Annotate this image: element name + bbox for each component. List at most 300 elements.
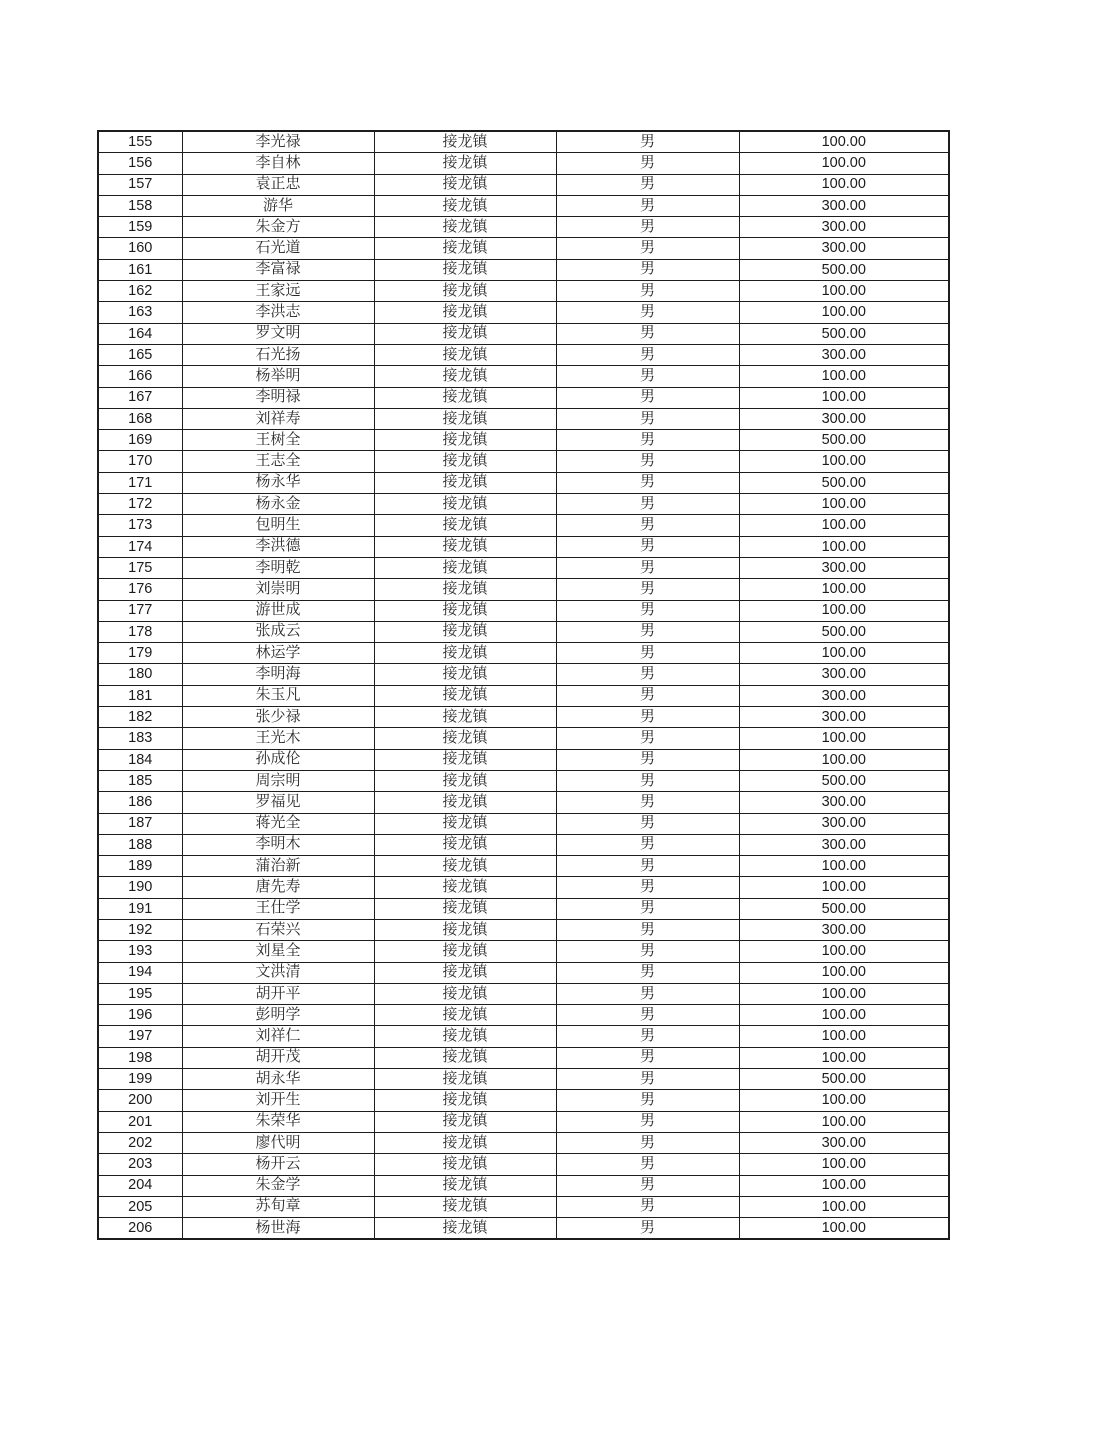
cell-amount: 100.00 bbox=[739, 1175, 949, 1196]
table-row bbox=[98, 1196, 949, 1217]
cell-no: 194 bbox=[98, 962, 182, 983]
cell-no: 179 bbox=[98, 643, 182, 664]
cell-name: 朱荣华 bbox=[182, 1111, 374, 1132]
cell-amount: 100.00 bbox=[739, 983, 949, 1004]
cell-town: 接龙镇 bbox=[374, 728, 556, 749]
cell-town: 接龙镇 bbox=[374, 749, 556, 770]
table-row bbox=[98, 664, 949, 685]
cell-town: 接龙镇 bbox=[374, 1005, 556, 1026]
table-row bbox=[98, 366, 949, 387]
table-row bbox=[98, 217, 949, 238]
cell-no: 201 bbox=[98, 1111, 182, 1132]
table-row bbox=[98, 643, 949, 664]
cell-gender: 男 bbox=[556, 643, 739, 664]
cell-town: 接龙镇 bbox=[374, 919, 556, 940]
cell-amount: 500.00 bbox=[739, 430, 949, 451]
cell-gender: 男 bbox=[556, 1111, 739, 1132]
table-row bbox=[98, 515, 949, 536]
cell-name: 文洪清 bbox=[182, 962, 374, 983]
cell-amount: 100.00 bbox=[739, 600, 949, 621]
cell-no: 164 bbox=[98, 323, 182, 344]
cell-no: 184 bbox=[98, 749, 182, 770]
cell-no: 187 bbox=[98, 813, 182, 834]
cell-no: 157 bbox=[98, 174, 182, 195]
cell-town: 接龙镇 bbox=[374, 366, 556, 387]
table-row bbox=[98, 408, 949, 429]
cell-amount: 500.00 bbox=[739, 898, 949, 919]
cell-gender: 男 bbox=[556, 1175, 739, 1196]
cell-town: 接龙镇 bbox=[374, 557, 556, 578]
cell-name: 游华 bbox=[182, 195, 374, 216]
cell-town: 接龙镇 bbox=[374, 792, 556, 813]
table-row bbox=[98, 1132, 949, 1153]
table-row bbox=[98, 195, 949, 216]
table-body bbox=[98, 131, 949, 1239]
cell-gender: 男 bbox=[556, 792, 739, 813]
cell-gender: 男 bbox=[556, 600, 739, 621]
cell-amount: 100.00 bbox=[739, 877, 949, 898]
cell-town: 接龙镇 bbox=[374, 430, 556, 451]
cell-gender: 男 bbox=[556, 1005, 739, 1026]
cell-name: 彭明学 bbox=[182, 1005, 374, 1026]
cell-gender: 男 bbox=[556, 323, 739, 344]
cell-amount: 100.00 bbox=[739, 1218, 949, 1240]
cell-amount: 100.00 bbox=[739, 728, 949, 749]
table-row bbox=[98, 877, 949, 898]
table-row bbox=[98, 941, 949, 962]
cell-name: 李明禄 bbox=[182, 387, 374, 408]
cell-gender: 男 bbox=[556, 1132, 739, 1153]
cell-town: 接龙镇 bbox=[374, 643, 556, 664]
table-row bbox=[98, 834, 949, 855]
cell-town: 接龙镇 bbox=[374, 174, 556, 195]
cell-gender: 男 bbox=[556, 856, 739, 877]
cell-gender: 男 bbox=[556, 217, 739, 238]
cell-name: 石光道 bbox=[182, 238, 374, 259]
table-row bbox=[98, 1175, 949, 1196]
cell-amount: 300.00 bbox=[739, 344, 949, 365]
cell-gender: 男 bbox=[556, 749, 739, 770]
table-row bbox=[98, 153, 949, 174]
cell-amount: 100.00 bbox=[739, 856, 949, 877]
cell-amount: 100.00 bbox=[739, 536, 949, 557]
cell-town: 接龙镇 bbox=[374, 1196, 556, 1217]
cell-amount: 100.00 bbox=[739, 281, 949, 302]
cell-gender: 男 bbox=[556, 728, 739, 749]
table-row bbox=[98, 302, 949, 323]
cell-amount: 100.00 bbox=[739, 153, 949, 174]
cell-gender: 男 bbox=[556, 919, 739, 940]
cell-amount: 100.00 bbox=[739, 1154, 949, 1175]
cell-town: 接龙镇 bbox=[374, 856, 556, 877]
cell-gender: 男 bbox=[556, 451, 739, 472]
cell-town: 接龙镇 bbox=[374, 1111, 556, 1132]
table-row bbox=[98, 387, 949, 408]
cell-no: 182 bbox=[98, 707, 182, 728]
cell-town: 接龙镇 bbox=[374, 600, 556, 621]
cell-name: 石光扬 bbox=[182, 344, 374, 365]
cell-gender: 男 bbox=[556, 621, 739, 642]
table-row bbox=[98, 983, 949, 1004]
cell-gender: 男 bbox=[556, 195, 739, 216]
cell-no: 162 bbox=[98, 281, 182, 302]
cell-no: 174 bbox=[98, 536, 182, 557]
table-row bbox=[98, 898, 949, 919]
cell-name: 王志全 bbox=[182, 451, 374, 472]
table-row bbox=[98, 579, 949, 600]
table-row bbox=[98, 685, 949, 706]
cell-gender: 男 bbox=[556, 344, 739, 365]
cell-town: 接龙镇 bbox=[374, 834, 556, 855]
cell-town: 接龙镇 bbox=[374, 1175, 556, 1196]
cell-town: 接龙镇 bbox=[374, 281, 556, 302]
cell-town: 接龙镇 bbox=[374, 1218, 556, 1240]
table-row bbox=[98, 536, 949, 557]
cell-name: 游世成 bbox=[182, 600, 374, 621]
table-row bbox=[98, 749, 949, 770]
cell-amount: 500.00 bbox=[739, 1069, 949, 1090]
cell-town: 接龙镇 bbox=[374, 451, 556, 472]
cell-amount: 100.00 bbox=[739, 941, 949, 962]
cell-gender: 男 bbox=[556, 494, 739, 515]
cell-town: 接龙镇 bbox=[374, 664, 556, 685]
cell-gender: 男 bbox=[556, 962, 739, 983]
table-row bbox=[98, 494, 949, 515]
cell-name: 廖代明 bbox=[182, 1132, 374, 1153]
table-row bbox=[98, 344, 949, 365]
cell-town: 接龙镇 bbox=[374, 941, 556, 962]
cell-town: 接龙镇 bbox=[374, 685, 556, 706]
cell-amount: 500.00 bbox=[739, 259, 949, 280]
cell-amount: 300.00 bbox=[739, 1132, 949, 1153]
table-row bbox=[98, 451, 949, 472]
cell-gender: 男 bbox=[556, 515, 739, 536]
cell-no: 197 bbox=[98, 1026, 182, 1047]
cell-name: 杨开云 bbox=[182, 1154, 374, 1175]
cell-amount: 300.00 bbox=[739, 707, 949, 728]
table-row bbox=[98, 1111, 949, 1132]
cell-no: 192 bbox=[98, 919, 182, 940]
cell-gender: 男 bbox=[556, 387, 739, 408]
cell-gender: 男 bbox=[556, 557, 739, 578]
cell-town: 接龙镇 bbox=[374, 707, 556, 728]
cell-no: 167 bbox=[98, 387, 182, 408]
cell-gender: 男 bbox=[556, 579, 739, 600]
cell-town: 接龙镇 bbox=[374, 195, 556, 216]
cell-name: 蒋光全 bbox=[182, 813, 374, 834]
cell-amount: 300.00 bbox=[739, 813, 949, 834]
cell-town: 接龙镇 bbox=[374, 579, 556, 600]
table-row bbox=[98, 281, 949, 302]
cell-no: 172 bbox=[98, 494, 182, 515]
cell-gender: 男 bbox=[556, 281, 739, 302]
cell-no: 168 bbox=[98, 408, 182, 429]
cell-town: 接龙镇 bbox=[374, 621, 556, 642]
cell-no: 178 bbox=[98, 621, 182, 642]
cell-gender: 男 bbox=[556, 898, 739, 919]
cell-gender: 男 bbox=[556, 813, 739, 834]
cell-amount: 100.00 bbox=[739, 366, 949, 387]
table-row bbox=[98, 174, 949, 195]
cell-name: 胡开茂 bbox=[182, 1047, 374, 1068]
cell-no: 195 bbox=[98, 983, 182, 1004]
cell-town: 接龙镇 bbox=[374, 408, 556, 429]
cell-no: 175 bbox=[98, 557, 182, 578]
table-row bbox=[98, 238, 949, 259]
cell-amount: 300.00 bbox=[739, 195, 949, 216]
cell-town: 接龙镇 bbox=[374, 1047, 556, 1068]
cell-name: 蒲治新 bbox=[182, 856, 374, 877]
cell-name: 朱金方 bbox=[182, 217, 374, 238]
cell-amount: 100.00 bbox=[739, 962, 949, 983]
cell-no: 183 bbox=[98, 728, 182, 749]
cell-no: 185 bbox=[98, 770, 182, 791]
cell-town: 接龙镇 bbox=[374, 1154, 556, 1175]
cell-gender: 男 bbox=[556, 1154, 739, 1175]
cell-amount: 300.00 bbox=[739, 834, 949, 855]
cell-no: 176 bbox=[98, 579, 182, 600]
cell-town: 接龙镇 bbox=[374, 536, 556, 557]
cell-name: 张少禄 bbox=[182, 707, 374, 728]
cell-no: 193 bbox=[98, 941, 182, 962]
table-row bbox=[98, 323, 949, 344]
table-row bbox=[98, 430, 949, 451]
cell-name: 杨举明 bbox=[182, 366, 374, 387]
cell-town: 接龙镇 bbox=[374, 259, 556, 280]
cell-gender: 男 bbox=[556, 1026, 739, 1047]
cell-no: 204 bbox=[98, 1175, 182, 1196]
cell-name: 王树全 bbox=[182, 430, 374, 451]
cell-amount: 100.00 bbox=[739, 1111, 949, 1132]
cell-amount: 300.00 bbox=[739, 217, 949, 238]
cell-no: 203 bbox=[98, 1154, 182, 1175]
cell-name: 杨世海 bbox=[182, 1218, 374, 1240]
cell-name: 李自林 bbox=[182, 153, 374, 174]
cell-town: 接龙镇 bbox=[374, 1090, 556, 1111]
cell-name: 李洪志 bbox=[182, 302, 374, 323]
cell-amount: 300.00 bbox=[739, 792, 949, 813]
cell-gender: 男 bbox=[556, 685, 739, 706]
cell-town: 接龙镇 bbox=[374, 323, 556, 344]
cell-no: 155 bbox=[98, 131, 182, 153]
cell-town: 接龙镇 bbox=[374, 472, 556, 493]
cell-amount: 100.00 bbox=[739, 1005, 949, 1026]
cell-amount: 100.00 bbox=[739, 494, 949, 515]
cell-name: 胡永华 bbox=[182, 1069, 374, 1090]
cell-no: 158 bbox=[98, 195, 182, 216]
cell-no: 191 bbox=[98, 898, 182, 919]
table-row bbox=[98, 557, 949, 578]
cell-no: 170 bbox=[98, 451, 182, 472]
cell-town: 接龙镇 bbox=[374, 1069, 556, 1090]
table-row bbox=[98, 1069, 949, 1090]
cell-town: 接龙镇 bbox=[374, 813, 556, 834]
table-row bbox=[98, 472, 949, 493]
cell-name: 唐先寿 bbox=[182, 877, 374, 898]
cell-amount: 500.00 bbox=[739, 621, 949, 642]
cell-gender: 男 bbox=[556, 983, 739, 1004]
cell-gender: 男 bbox=[556, 707, 739, 728]
cell-name: 李富禄 bbox=[182, 259, 374, 280]
cell-no: 199 bbox=[98, 1069, 182, 1090]
cell-gender: 男 bbox=[556, 834, 739, 855]
cell-amount: 300.00 bbox=[739, 919, 949, 940]
cell-name: 刘祥寿 bbox=[182, 408, 374, 429]
table-row bbox=[98, 707, 949, 728]
table-row bbox=[98, 1047, 949, 1068]
cell-no: 160 bbox=[98, 238, 182, 259]
cell-no: 186 bbox=[98, 792, 182, 813]
cell-town: 接龙镇 bbox=[374, 1026, 556, 1047]
table-row bbox=[98, 621, 949, 642]
table-row bbox=[98, 259, 949, 280]
cell-amount: 100.00 bbox=[739, 579, 949, 600]
cell-gender: 男 bbox=[556, 153, 739, 174]
cell-no: 171 bbox=[98, 472, 182, 493]
cell-amount: 500.00 bbox=[739, 770, 949, 791]
cell-name: 朱玉凡 bbox=[182, 685, 374, 706]
table-row bbox=[98, 1218, 949, 1240]
cell-no: 198 bbox=[98, 1047, 182, 1068]
cell-town: 接龙镇 bbox=[374, 302, 556, 323]
cell-no: 169 bbox=[98, 430, 182, 451]
records-table bbox=[97, 130, 950, 1240]
cell-name: 李明乾 bbox=[182, 557, 374, 578]
cell-amount: 100.00 bbox=[739, 174, 949, 195]
cell-name: 杨永金 bbox=[182, 494, 374, 515]
cell-gender: 男 bbox=[556, 430, 739, 451]
cell-town: 接龙镇 bbox=[374, 515, 556, 536]
cell-name: 杨永华 bbox=[182, 472, 374, 493]
cell-gender: 男 bbox=[556, 259, 739, 280]
cell-no: 188 bbox=[98, 834, 182, 855]
cell-name: 罗文明 bbox=[182, 323, 374, 344]
cell-amount: 100.00 bbox=[739, 387, 949, 408]
cell-name: 李明海 bbox=[182, 664, 374, 685]
cell-name: 袁正忠 bbox=[182, 174, 374, 195]
cell-name: 刘祥仁 bbox=[182, 1026, 374, 1047]
cell-amount: 100.00 bbox=[739, 451, 949, 472]
cell-gender: 男 bbox=[556, 1090, 739, 1111]
cell-no: 161 bbox=[98, 259, 182, 280]
cell-no: 200 bbox=[98, 1090, 182, 1111]
cell-no: 206 bbox=[98, 1218, 182, 1240]
cell-no: 190 bbox=[98, 877, 182, 898]
cell-amount: 100.00 bbox=[739, 1090, 949, 1111]
cell-name: 苏旬章 bbox=[182, 1196, 374, 1217]
cell-no: 202 bbox=[98, 1132, 182, 1153]
table-row bbox=[98, 1090, 949, 1111]
cell-name: 刘崇明 bbox=[182, 579, 374, 600]
cell-name: 张成云 bbox=[182, 621, 374, 642]
cell-name: 王仕学 bbox=[182, 898, 374, 919]
cell-gender: 男 bbox=[556, 1069, 739, 1090]
cell-amount: 300.00 bbox=[739, 685, 949, 706]
cell-town: 接龙镇 bbox=[374, 962, 556, 983]
cell-name: 周宗明 bbox=[182, 770, 374, 791]
cell-gender: 男 bbox=[556, 302, 739, 323]
cell-amount: 300.00 bbox=[739, 408, 949, 429]
cell-name: 胡开平 bbox=[182, 983, 374, 1004]
cell-name: 朱金学 bbox=[182, 1175, 374, 1196]
cell-no: 205 bbox=[98, 1196, 182, 1217]
table-row bbox=[98, 1005, 949, 1026]
table-row bbox=[98, 962, 949, 983]
cell-amount: 100.00 bbox=[739, 749, 949, 770]
cell-town: 接龙镇 bbox=[374, 344, 556, 365]
table-row bbox=[98, 131, 949, 153]
cell-name: 孙成伦 bbox=[182, 749, 374, 770]
cell-gender: 男 bbox=[556, 174, 739, 195]
cell-gender: 男 bbox=[556, 1047, 739, 1068]
cell-town: 接龙镇 bbox=[374, 770, 556, 791]
cell-gender: 男 bbox=[556, 536, 739, 557]
cell-amount: 500.00 bbox=[739, 472, 949, 493]
cell-no: 165 bbox=[98, 344, 182, 365]
cell-name: 李光禄 bbox=[182, 131, 374, 153]
table-row bbox=[98, 1154, 949, 1175]
table-row bbox=[98, 792, 949, 813]
cell-gender: 男 bbox=[556, 1196, 739, 1217]
cell-town: 接龙镇 bbox=[374, 153, 556, 174]
cell-name: 林运学 bbox=[182, 643, 374, 664]
cell-no: 159 bbox=[98, 217, 182, 238]
table-row bbox=[98, 856, 949, 877]
cell-no: 163 bbox=[98, 302, 182, 323]
cell-no: 156 bbox=[98, 153, 182, 174]
table-row bbox=[98, 919, 949, 940]
cell-town: 接龙镇 bbox=[374, 217, 556, 238]
cell-no: 166 bbox=[98, 366, 182, 387]
table-row bbox=[98, 813, 949, 834]
cell-town: 接龙镇 bbox=[374, 1132, 556, 1153]
cell-amount: 300.00 bbox=[739, 238, 949, 259]
cell-name: 包明生 bbox=[182, 515, 374, 536]
cell-amount: 100.00 bbox=[739, 515, 949, 536]
cell-name: 刘开生 bbox=[182, 1090, 374, 1111]
cell-gender: 男 bbox=[556, 472, 739, 493]
table-row bbox=[98, 770, 949, 791]
cell-amount: 100.00 bbox=[739, 1196, 949, 1217]
cell-name: 李洪德 bbox=[182, 536, 374, 557]
cell-name: 王家远 bbox=[182, 281, 374, 302]
cell-town: 接龙镇 bbox=[374, 238, 556, 259]
cell-gender: 男 bbox=[556, 238, 739, 259]
cell-no: 177 bbox=[98, 600, 182, 621]
cell-gender: 男 bbox=[556, 770, 739, 791]
cell-name: 罗福见 bbox=[182, 792, 374, 813]
table-row bbox=[98, 1026, 949, 1047]
cell-gender: 男 bbox=[556, 408, 739, 429]
cell-gender: 男 bbox=[556, 1218, 739, 1240]
cell-no: 181 bbox=[98, 685, 182, 706]
cell-amount: 100.00 bbox=[739, 1026, 949, 1047]
cell-no: 180 bbox=[98, 664, 182, 685]
cell-town: 接龙镇 bbox=[374, 877, 556, 898]
table-row bbox=[98, 600, 949, 621]
cell-gender: 男 bbox=[556, 877, 739, 898]
cell-gender: 男 bbox=[556, 366, 739, 387]
cell-town: 接龙镇 bbox=[374, 131, 556, 153]
cell-gender: 男 bbox=[556, 664, 739, 685]
cell-amount: 300.00 bbox=[739, 557, 949, 578]
table-row bbox=[98, 728, 949, 749]
cell-amount: 100.00 bbox=[739, 1047, 949, 1068]
cell-gender: 男 bbox=[556, 131, 739, 153]
cell-amount: 100.00 bbox=[739, 302, 949, 323]
cell-name: 石荣兴 bbox=[182, 919, 374, 940]
cell-amount: 300.00 bbox=[739, 664, 949, 685]
